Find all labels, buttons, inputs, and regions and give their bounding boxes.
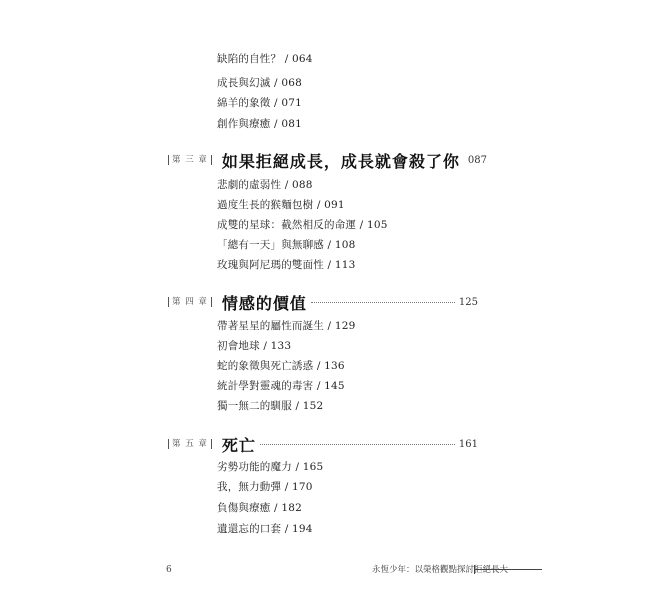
footer-divider <box>474 565 475 574</box>
toc-entry: 成雙的星球：截然相反的命運 / 105 <box>217 219 388 231</box>
toc-entry: 過度生長的猴麵包樹 / 091 <box>217 199 345 211</box>
toc-entry: 初會地球 / 133 <box>217 340 292 352</box>
entry-page: 136 <box>324 360 345 372</box>
entry-page: 194 <box>292 523 313 535</box>
toc-entry: 綿羊的象徵 / 071 <box>217 97 302 109</box>
entry-title: 遺還忘的口套 <box>217 523 282 535</box>
chapter-heading-5 <box>168 432 478 456</box>
toc-entry: 我，無力動彈 / 170 <box>217 481 313 493</box>
toc-entry: 遺還忘的口套 / 194 <box>217 523 313 535</box>
entry-title: 劣勢功能的魔力 <box>217 461 292 473</box>
toc-entry: 成長與幻滅 / 068 <box>217 77 302 89</box>
chapter-page: 087 <box>467 154 488 166</box>
entry-page: 108 <box>334 239 356 251</box>
toc-entry: 創作與療癒 / 081 <box>217 118 302 130</box>
entry-title: 過度生長的猴麵包樹 <box>217 199 314 211</box>
dotted-leader <box>260 443 455 445</box>
entry-title: 創作與療癒 <box>217 118 271 130</box>
toc-entry: 劣勢功能的魔力 / 165 <box>217 461 324 473</box>
chapter-heading-4 <box>168 290 478 314</box>
toc-entry: 蛇的象徵與死亡誘惑 / 136 <box>217 360 345 372</box>
toc-entry: 帶著星星的屬性而誕生 / 129 <box>217 320 356 332</box>
toc-entry: 負傷與療癒 / 182 <box>217 502 302 514</box>
dotted-leader <box>311 301 455 303</box>
entry-title: 帶著星星的屬性而誕生 <box>217 320 324 332</box>
entry-page: 113 <box>334 259 356 271</box>
footer-book-title: 永恆少年：以榮格觀點探討拒絕長大 <box>372 565 509 575</box>
entry-page: 064 <box>292 53 313 65</box>
toc-entry: 缺陷的自性？ / 064 <box>217 53 313 65</box>
entry-page: 071 <box>281 97 302 109</box>
entry-page: 068 <box>281 77 302 89</box>
entry-title: 「總有一天」與無聊感 <box>217 239 324 251</box>
chapter-title: 死亡 <box>221 435 256 455</box>
entry-title: 初會地球 <box>217 340 260 352</box>
entry-title: 蛇的象徵與死亡誘惑 <box>217 360 314 372</box>
entry-page: 152 <box>302 400 324 412</box>
footer-rule <box>476 569 542 570</box>
chapter-page: 125 <box>458 296 478 308</box>
entry-page: 088 <box>292 179 313 191</box>
entry-title: 悲劇的虛弱性 <box>217 179 282 191</box>
entry-title: 我，無力動彈 <box>217 481 282 493</box>
chapter-heading-3 <box>168 148 488 172</box>
entry-title: 負傷與療癒 <box>217 502 271 514</box>
entry-title: 統計學對靈魂的毒害 <box>217 380 314 392</box>
toc-entry: 玫瑰與阿尼瑪的雙面性 / 113 <box>217 259 356 271</box>
entry-page: 133 <box>270 340 292 352</box>
chapter-title: 情感的價值 <box>221 293 307 313</box>
toc-entry: 統計學對靈魂的毒害 / 145 <box>217 380 345 392</box>
entry-page: 165 <box>302 461 324 473</box>
entry-page: 145 <box>324 380 345 392</box>
entry-title: 成雙的星球：截然相反的命運 <box>217 219 357 231</box>
footer-page-number: 6 <box>166 565 172 575</box>
chapter-page: 161 <box>458 438 478 450</box>
entry-title: 獨一無二的馴服 <box>217 400 292 412</box>
entry-title: 玫瑰與阿尼瑪的雙面性 <box>217 259 324 271</box>
entry-page: 182 <box>281 502 302 514</box>
chapter-label: 第 五 章 <box>168 439 212 449</box>
toc-entry: 「總有一天」與無聊感 / 108 <box>217 239 356 251</box>
chapter-label: 第 四 章 <box>168 297 212 307</box>
toc-entry: 獨一無二的馴服 / 152 <box>217 400 324 412</box>
entry-page: 170 <box>292 481 313 493</box>
chapter-label: 第 三 章 <box>168 155 212 165</box>
toc-entry: 悲劇的虛弱性 / 088 <box>217 179 313 191</box>
entry-page: 129 <box>334 320 356 332</box>
entry-page: 105 <box>366 219 388 231</box>
entry-title: 缺陷的自性？ <box>217 53 282 65</box>
entry-title: 成長與幻滅 <box>217 77 271 89</box>
chapter-title: 如果拒絕成長，成長就會殺了你 <box>221 151 460 171</box>
entry-page: 091 <box>324 199 345 211</box>
entry-page: 081 <box>281 118 302 130</box>
entry-title: 綿羊的象徵 <box>217 97 271 109</box>
